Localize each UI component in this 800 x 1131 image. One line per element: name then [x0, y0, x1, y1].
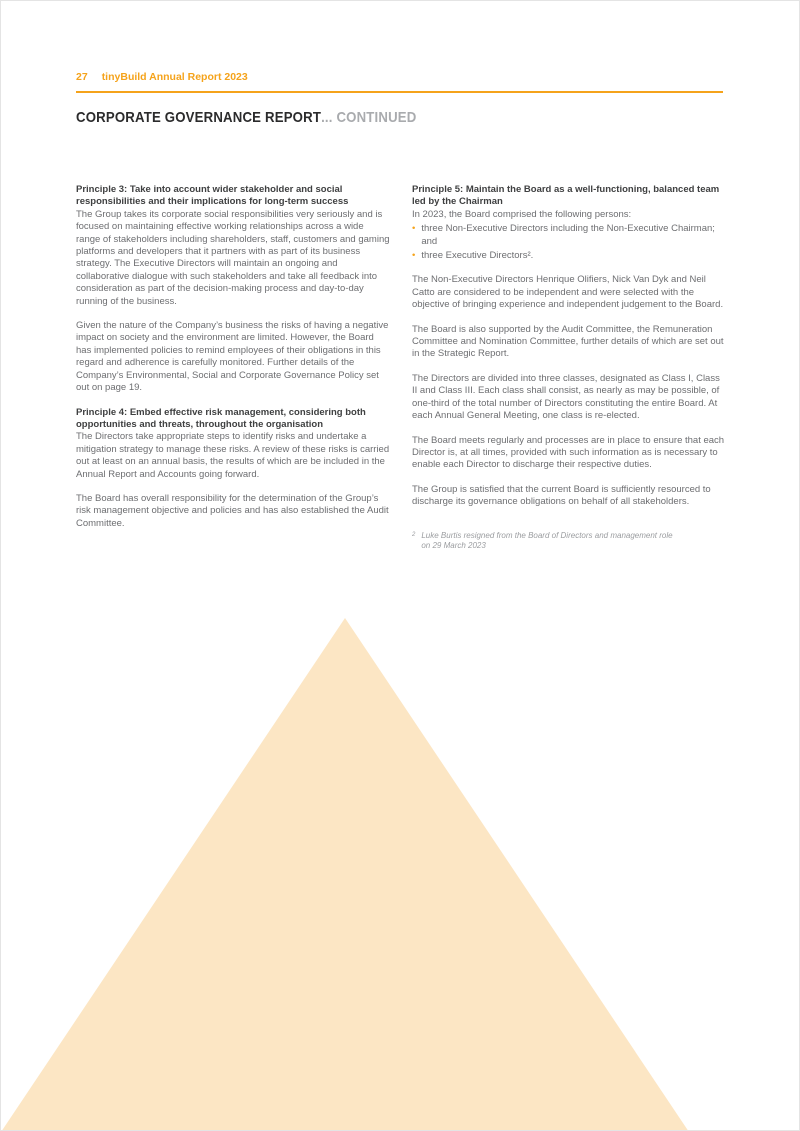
principle-5-intro: In 2023, the Board comprised the following persons:: [412, 208, 632, 220]
bullet-icon: •: [412, 223, 416, 235]
pyramid-shape: [1, 618, 689, 1131]
list-item: [412, 223, 726, 248]
column-left: [76, 184, 390, 552]
report-title: tinyBuild Annual Report 2023: [101, 71, 248, 83]
footnote-marker: 2: [412, 531, 416, 538]
list-item-text: three Executive Directors².: [421, 250, 534, 262]
list-item: [412, 250, 726, 262]
principle-4-heading: Principle 4: Embed effective risk management, considering both opportunities and threats, throughout the organisation: [76, 406, 366, 430]
board-composition-list: [412, 223, 726, 262]
principle-5-heading: Principle 5: Maintain the Board as a well-functioning, balanced team led by the Chairman: [412, 184, 720, 208]
footnote: [412, 531, 682, 552]
section-title-continued: ... CONTINUED: [321, 109, 417, 126]
section-title-main: CORPORATE GOVERNANCE REPORT: [76, 109, 322, 126]
principle-3-paragraph-2: Given the nature of the Company’s business the risks of having a negative impact on society and the environment are limited. However, the Board has implemented policies to remind employees of their obligations in this regard and adherence is carefully monitored. Further details of the Company’s Environmental, Social and Corporate Governance Policy set out on page 19.: [76, 320, 389, 394]
principle-5-paragraph-1: The Non-Executive Directors Henrique Olifiers, Nick Van Dyk and Neil Catto are considered to be independent and were selected with the objective of bringing experience and independent judgement to the Board.: [412, 274, 724, 311]
list-item-text: three Non-Executive Directors including the Non-Executive Chairman; and: [421, 223, 715, 247]
column-right: [412, 184, 726, 552]
principle-5-paragraph-5: The Group is satisfied that the current Board is sufficiently resourced to discharge its governance obligations on behalf of all stakeholders.: [412, 483, 711, 508]
principle-3-paragraph-1: The Group takes its corporate social responsibilities very seriously and is focused on maintaining effective working relationships across a wide range of stakeholders including shareholders, staff, customers and gaming platforms and developers that it partners with as part of its business strategy. The Executive Directors will maintain an ongoing and collaborative dialogue with such stakeholders and take all feedback into consideration as part of the decision-making process and day-to-day running of the business.: [76, 208, 390, 307]
background-triangle-graphic: [1, 1, 799, 1130]
principle-4-paragraph-1: The Directors take appropriate steps to identify risks and undertake a mitigation strategy to manage these risks. A review of these risks is carried out at least on an annual basis, the results of which are be included in the Annual Report and Accounts going forward.: [76, 431, 390, 480]
footnote-text: Luke Burtis resigned from the Board of Directors and management role on 29 March 2023: [421, 530, 673, 551]
principle-3-heading: Principle 3: Take into account wider stakeholder and social responsibilities and their implications for long-term success: [76, 184, 349, 208]
principle-5-paragraph-4: The Board meets regularly and processes are in place to ensure that each Director is, at all times, provided with such information as is necessary to enable each Director to discharge their respective duties.: [412, 434, 725, 471]
content-columns: [76, 184, 726, 552]
page-number: 27: [76, 71, 88, 83]
principle-4-paragraph-2: The Board has overall responsibility for the determination of the Group’s risk management objective and policies and has also established the Audit Committee.: [76, 492, 389, 529]
page-header: [76, 71, 723, 93]
section-title: [76, 109, 416, 126]
principle-5-paragraph-3: The Directors are divided into three classes, designated as Class I, Class II and Class III. Each class shall consist, as nearly as may be possible, of one-third of the total number of Directors constituting the entire Board. At each Annual General Meeting, one class is re-elected.: [412, 372, 720, 422]
bullet-icon: •: [412, 250, 416, 262]
principle-5-paragraph-2: The Board is also supported by the Audit Committee, the Remuneration Committee and Nomination Committee, further details of which are set out in the Strategic Report.: [412, 323, 724, 360]
